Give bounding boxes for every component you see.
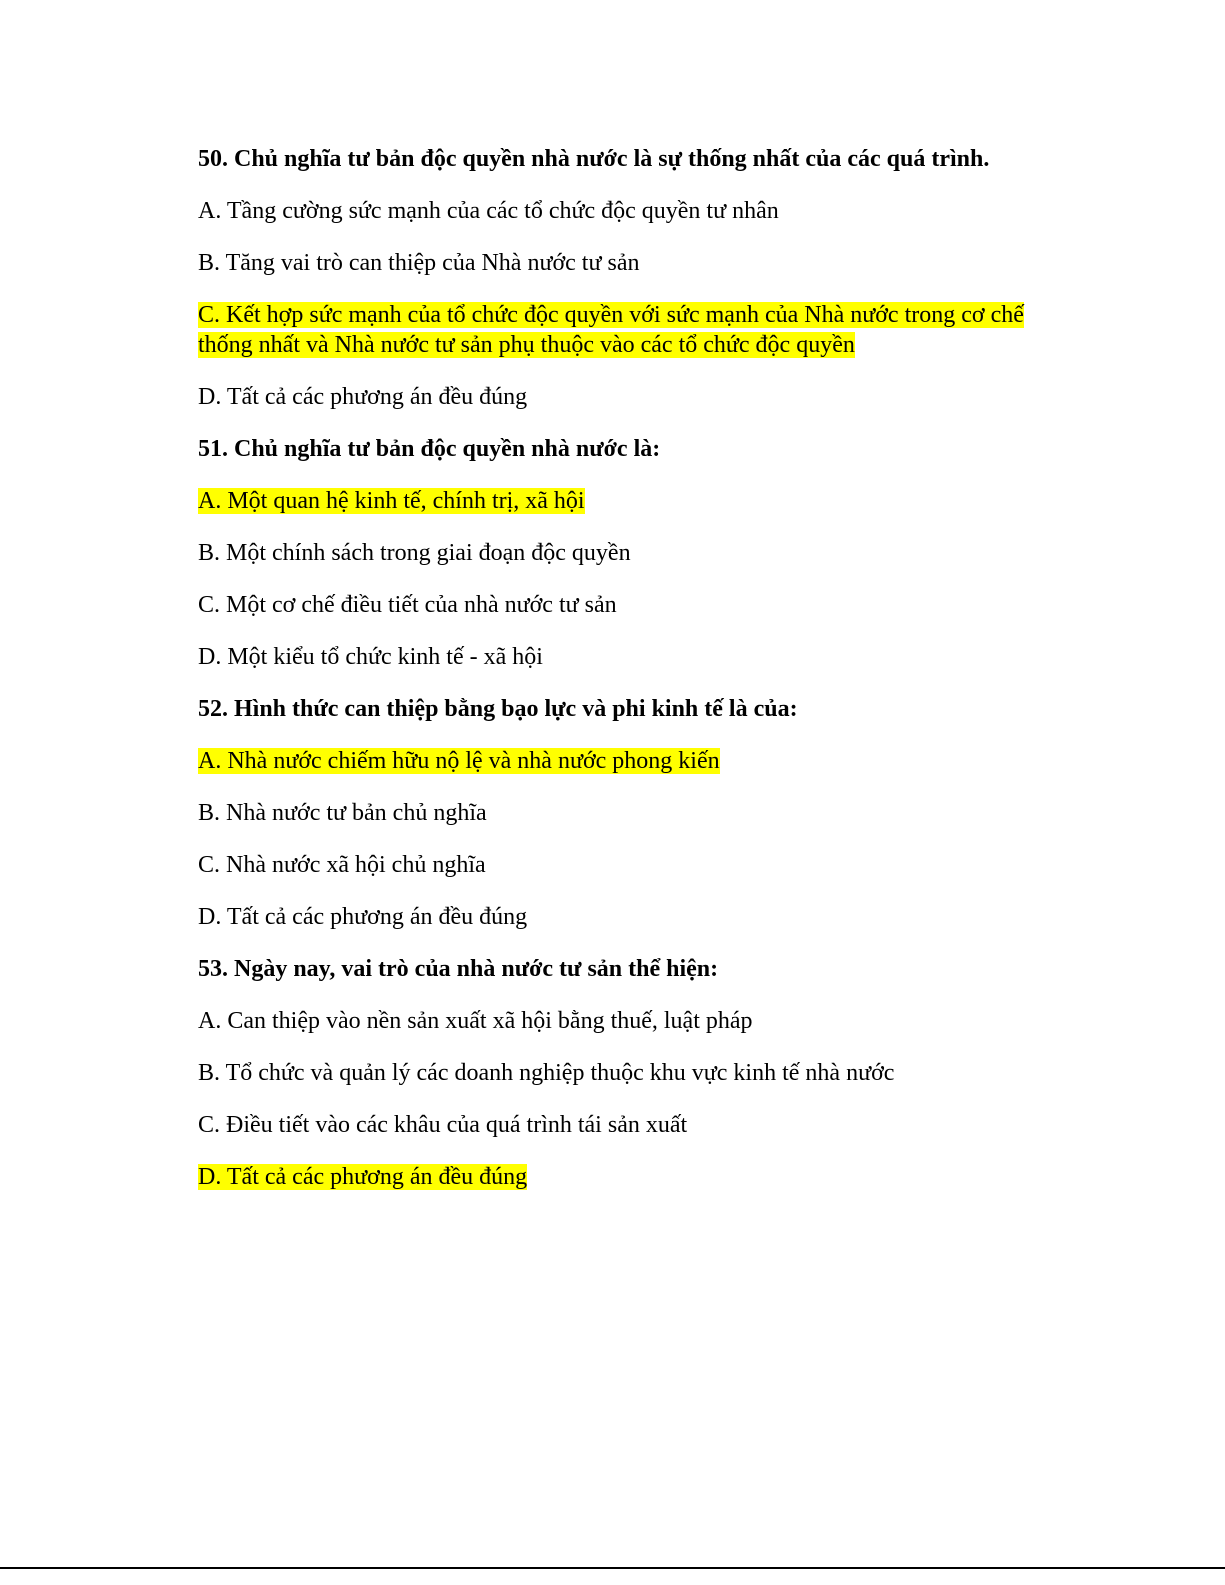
option-51-c: C. Một cơ chế điều tiết của nhà nước tư sản [198,592,617,618]
answer-highlight: D. Tất cả các phương án đều đúng [198,1164,528,1190]
option-50-d: D. Tất cả các phương án đều đúng [198,384,528,410]
option-50-a: A. Tầng cường sức mạnh của các tổ chức độc quyền tư nhân [198,198,779,224]
question-53: 53. Ngày nay, vai trò của nhà nước tư sản thể hiện: [198,956,719,982]
answer-highlight: A. Nhà nước chiếm hữu nộ lệ và nhà nước phong kiến [198,748,720,774]
question-50: 50. Chủ nghĩa tư bản độc quyền nhà nước là sự thống nhất của các quá trình. [198,146,990,172]
option-53-a: A. Can thiệp vào nền sản xuất xã hội bằng thuế, luật pháp [198,1008,753,1034]
option-53-b: B. Tổ chức và quản lý các doanh nghiệp thuộc khu vực kinh tế nhà nước [198,1060,895,1086]
option-53-c: C. Điều tiết vào các khâu của quá trình tái sản xuất [198,1112,688,1138]
option-51-b: B. Một chính sách trong giai đoạn độc quyền [198,540,631,566]
option-52-c: C. Nhà nước xã hội chủ nghĩa [198,852,486,878]
option-52-a-correct [198,746,1038,776]
option-51-a-correct [198,486,1038,516]
option-50-c-correct [198,300,1038,360]
question-52: 52. Hình thức can thiệp bằng bạo lực và phi kinh tế là của: [198,696,798,722]
document-page [198,144,1038,1214]
answer-highlight: A. Một quan hệ kinh tế, chính trị, xã hội [198,488,585,514]
question-51: 51. Chủ nghĩa tư bản độc quyền nhà nước là: [198,436,661,462]
option-51-d: D. Một kiểu tổ chức kinh tế - xã hội [198,644,543,670]
option-52-b: B. Nhà nước tư bản chủ nghĩa [198,800,487,826]
option-50-b: B. Tăng vai trò can thiệp của Nhà nước tư sản [198,250,640,276]
option-53-d-correct [198,1162,1038,1192]
page-bottom-rule [0,1567,1225,1569]
answer-highlight: C. Kết hợp sức mạnh của tổ chức độc quyền với sức mạnh của Nhà nước trong cơ chế thống nhất và Nhà nước tư sản phụ thuộc vào các tổ chức độc quyền [198,302,1024,358]
option-52-d: D. Tất cả các phương án đều đúng [198,904,528,930]
